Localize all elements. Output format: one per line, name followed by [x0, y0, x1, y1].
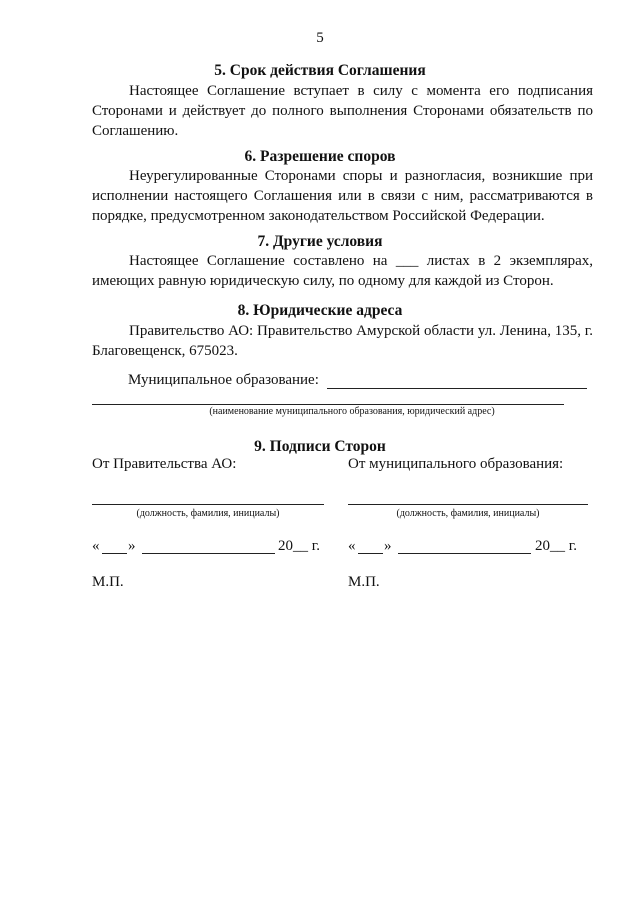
section-6-title: 6. Разрешение споров	[244, 148, 396, 165]
right-date-close-quote: »	[384, 538, 392, 554]
municipal-caption: (наименование муниципального образования, юридический адрес)	[209, 406, 495, 417]
section-7-text: Настоящее Соглашение составлено на ___ листах в 2 экземплярах, имеющих равную юридическую силу, по одному для каждой из Сторон.	[92, 253, 593, 289]
left-signature-line	[92, 504, 324, 505]
section-7-title: 7. Другие условия	[257, 233, 383, 250]
municipal-name-line	[327, 388, 587, 389]
left-party-label: От Правительства АО:	[92, 456, 237, 472]
municipal-address-line	[92, 404, 564, 405]
left-month-line	[142, 553, 275, 554]
section-9-title: 9. Подписи Сторон	[254, 438, 386, 455]
right-stamp-label: М.П.	[348, 574, 380, 590]
right-party-label: От муниципального образования:	[348, 456, 564, 472]
section-8-title: 8. Юридические адреса	[237, 302, 403, 319]
section-8-text: Правительство АО: Правительство Амурской области ул. Ленина, 135, г. Благовещенск, 675023.	[92, 323, 593, 359]
right-signature-line	[348, 504, 588, 505]
section-6-text: Неурегулированные Сторонами споры и разногласия, возникшие при исполнении настоящего Соглашения или в связи с ним, рассматриваются в порядке, предусмотренном законодательством Российской Федерации.	[92, 168, 593, 224]
right-month-line	[398, 553, 531, 554]
left-date-open-quote: «	[92, 538, 100, 554]
left-year: 20__ г.	[278, 538, 320, 554]
left-signature-caption: (должность, фамилия, инициалы)	[136, 508, 280, 519]
left-date-close-quote: »	[128, 538, 136, 554]
right-year: 20__ г.	[535, 538, 577, 554]
left-day-line	[102, 553, 127, 554]
municipal-label: Муниципальное образование:	[128, 372, 319, 388]
section-5-text: Настоящее Соглашение вступает в силу с момента его подписания Сторонами и действует до полного выполнения Сторонами обязательств по Соглашению.	[92, 83, 593, 139]
right-signature-caption: (должность, фамилия, инициалы)	[396, 508, 540, 519]
right-day-line	[358, 553, 383, 554]
left-stamp-label: М.П.	[92, 574, 124, 590]
section-5-title: 5. Срок действия Соглашения	[214, 62, 426, 79]
right-date-open-quote: «	[348, 538, 356, 554]
page-number: 5	[316, 30, 324, 46]
